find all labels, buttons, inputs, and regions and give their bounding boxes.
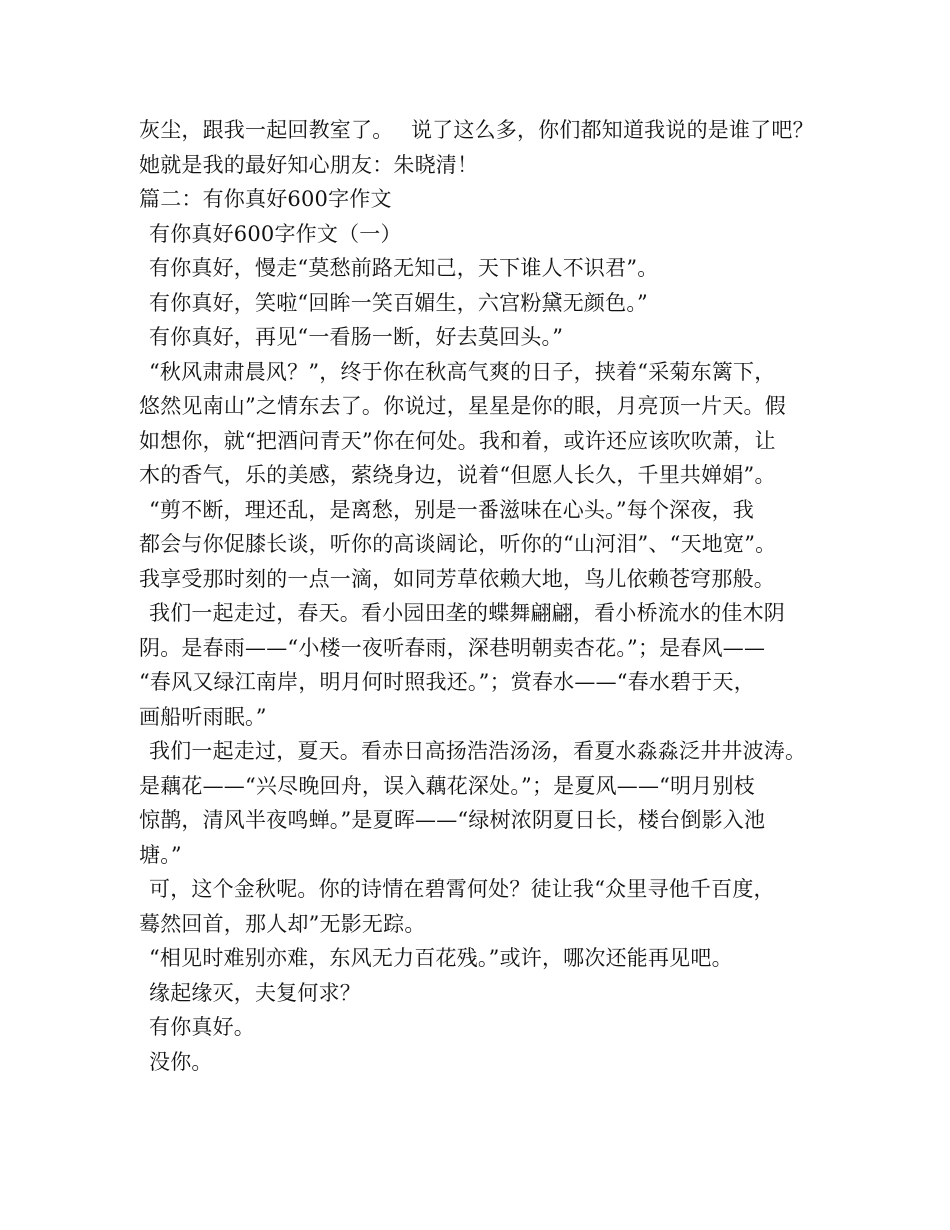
section-heading: 篇二：有你真好600字作文 xyxy=(139,187,392,211)
text-line: 是藕花——“兴尽晚回舟，误入藕花深处。”；是夏风——“明月别枝 xyxy=(139,773,755,798)
essay-title: 有你真好600字作文（一） xyxy=(149,221,402,246)
text-line: 蓦然回首，那人却”无影无踪。 xyxy=(139,911,426,936)
text-line: 木的香气，乐的美感，萦绕身边，说着“但愿人长久，千里共婵娟”。 xyxy=(139,463,776,487)
text-line: 悠然见南山”之情东去了。你说过，星星是你的眼，月亮顶一片天。假 xyxy=(139,394,786,418)
text-line: “秋风肃肃晨风？”，终于你在秋高气爽的日子，挟着“采菊东篱下， xyxy=(149,359,776,384)
text-line: 有你真好，笑啦“回眸一笑百媚生，六宫粉黛无颜色。” xyxy=(149,290,648,315)
text-line: 灰尘，跟我一起回教室了。 说了这么多，你们都知道我说的是谁了吧？ xyxy=(139,118,814,142)
text-line: 我们一起走过，春天。看小园田垄的蝶舞翩翩，看小桥流水的佳木阴 xyxy=(149,601,785,625)
text-line: “剪不断，理还乱，是离愁，别是一番滋味在心头。”每个深夜，我 xyxy=(149,497,754,522)
text-line: 可，这个金秋呢。你的诗情在碧霄何处？徒让我“众里寻他千百度， xyxy=(149,877,775,901)
text-line: 画船听雨眠。” xyxy=(139,704,267,729)
text-line: 我享受那时刻的一点一滴，如同芳草依赖大地，鸟儿依赖苍穹那般。 xyxy=(139,566,775,591)
text-line: 没你。 xyxy=(149,1049,213,1074)
text-line: 她就是我的最好知心朋友：朱晓清！ xyxy=(139,152,479,177)
text-line: 塘。” xyxy=(139,842,182,867)
text-line: 我们一起走过，夏天。看赤日高扬浩浩汤汤，看夏水淼淼泛井井波涛。 xyxy=(149,739,807,763)
document-body xyxy=(139,113,829,1079)
text-line: 惊鹊，清风半夜鸣蝉。”是夏晖——“绿树浓阴夏日长，楼台倒影入池 xyxy=(139,808,766,832)
text-line: 缘起缘灭，夫复何求？ xyxy=(149,980,361,1005)
text-line: “春风又绿江南岸，明月何时照我还。”；赏春水——“春水碧于天， xyxy=(139,670,755,694)
text-line: 有你真好。 xyxy=(149,1015,255,1039)
text-line: 有你真好，再见“一看肠一断，好去莫回头。” xyxy=(149,325,564,349)
text-line: 都会与你促膝长谈，听你的高谈阔论，听你的“山河泪”、“天地宽”。 xyxy=(139,532,777,556)
text-line: “相见时难别亦难，东风无力百花残。”或许，哪次还能再见吧。 xyxy=(149,946,733,970)
text-line: 阴。是春雨——“小楼一夜听春雨，深巷明朝卖杏花。”；是春风—— xyxy=(139,635,766,660)
text-line: 有你真好，慢走“莫愁前路无知己，天下谁人不识君”。 xyxy=(149,256,659,280)
text-line: 如想你，就“把酒问青天”你在何处。我和着，或许还应该吹吹萧，让 xyxy=(139,428,776,453)
